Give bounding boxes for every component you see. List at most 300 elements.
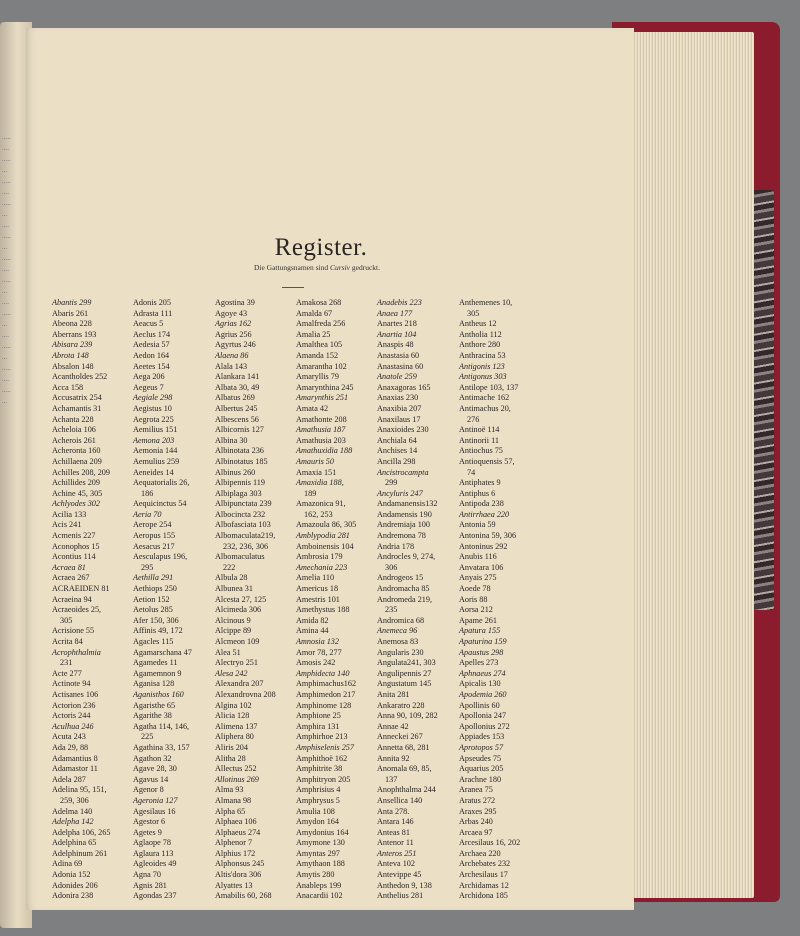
index-entry: Agondas 237 [133,891,177,901]
index-entry: Albescens 56 [215,414,259,424]
index-entry: Ankaratro 228 [377,700,425,710]
index-entry: Antioquensis 57, [459,456,515,466]
index-entry: Alphius 172 [215,848,256,858]
index-entry: Antigonus 303 [459,372,507,382]
index-entry: Aeclus 174 [133,329,171,339]
index-entry: Arcesilaus 16, 202 [459,838,521,848]
index-entry: Albula 28 [215,573,248,583]
index-entry: Almana 98 [215,795,252,805]
index-entry: Agamemnon 9 [133,668,182,678]
index-entry: Amakosa 268 [296,298,342,307]
index-entry: Amphithoë 162 [296,753,348,763]
index-entry: Alyattes 13 [215,880,253,890]
index-entry: Apelles 273 [459,658,499,668]
page-title: Register. [274,234,368,261]
index-entry: Ada 29, 88 [52,742,89,752]
index-entry: Aegistus 10 [133,403,172,413]
index-entry: Anaea 177 [377,308,413,318]
index-entry: Amphirhoe 213 [296,732,348,742]
index-entry: Amanda 152 [296,350,339,360]
index-entry: Albinotatus 185 [215,456,268,466]
index-entry: Allectus 252 [215,764,257,774]
index-entry: Apaustus 298 [459,647,504,657]
index-entry: Acuta 243 [52,732,86,742]
index-entry: Agarithe 38 [133,711,172,721]
index-entry: Amnosia 132 [296,637,339,646]
index-entry: Agathina 33, 157 [133,742,190,752]
index-entry: Acilia 133 [52,509,87,519]
index-entry: Amphimedon 217 [296,689,356,699]
index-entry: Aliphera 80 [215,732,254,742]
index-entry: Anastasina 60 [377,361,424,371]
index-entry: Amaryllis 79 [296,372,339,382]
index-entry: Aegiale 298 [133,393,173,403]
index-entry: Andremiaja 100 [377,520,430,530]
index-entry: Aoris 88 [459,594,488,604]
index-entry: Anomala 69, 85, [377,764,432,774]
index-entry: Agamedes 11 [133,658,178,668]
index-entry: Andamensis 190 [377,509,432,519]
index-entry: Anaxilaus 17 [377,414,421,424]
index-entry: Aedesia 57 [133,340,170,350]
subtitle-text-end: gedruckt. [350,263,381,272]
title-rule [282,287,304,288]
index-entry: Antimache 162 [459,393,510,403]
index-entry: Amarantha 102 [296,361,347,371]
index-entry: Aerope 254 [133,520,172,530]
index-entry: Anthore 280 [459,340,501,350]
index-entry: Alcesta 27, 125 [215,594,267,604]
index-entry: Alea 51 [215,647,241,657]
index-entry: Amydonius 164 [296,827,349,837]
index-entry: Abisara 239 [52,340,93,350]
index-entry: Amblypodia 281 [296,531,350,541]
index-entry: Antigonis 123 [459,361,505,371]
index-entry: Albatus 269 [215,393,255,403]
index-entry: Agacles 115 [133,637,174,646]
index-entry-continuation: 186 [141,488,154,498]
index-entry: Amalfreda 256 [296,319,346,329]
index-entry: Amelia 110 [296,573,335,583]
index-entry: Aranea 75 [459,785,493,795]
index-entry: Annita 92 [377,753,410,763]
subtitle-italic-word: Cursiv [330,263,351,272]
index-entry: Acte 277 [52,668,82,678]
left-page-text-fragments: ..... .... ..... ... ..... .... ..... ... .... ..... ... ..... .... ..... ... .... ..... ... .... ..... ... ..... .... ..... ... [2,133,11,405]
index-entry: Amphrysus 5 [296,795,340,805]
index-entry: Amphidecta 140 [296,668,350,678]
index-entry: Affinis 49, 172 [133,626,183,636]
index-entry: Archesilaus 17 [459,870,508,880]
index-entry: Amazonica 91, [296,499,346,509]
index-entry: Antiphates 9 [459,478,501,488]
index-entry: Amphitrite 38 [296,764,343,774]
index-entry: Apollonius 272 [459,721,510,731]
index-entry: Aeacus 5 [133,319,164,329]
index-entry: Albinotata 236 [215,446,264,456]
index-entry: Ambrosia 179 [296,552,343,562]
index-entry: Amathusia 187 [296,425,346,435]
index-entry: Abaris 261 [52,308,89,318]
index-entry: Absalon 148 [52,361,94,371]
index-entry: Andremona 78 [377,531,426,541]
index-entry: Antheus 12 [459,319,497,329]
index-entry: Ancistrocampta [377,467,429,477]
index-entry: Albofasciata 103 [215,520,271,530]
index-entry: Anthelius 281 [377,891,424,901]
index-entry: Arcaea 97 [459,827,493,837]
index-entry: Achlyodes 302 [52,499,100,509]
index-entry: Amathuxidia 188 [296,446,353,456]
index-entry: Amphimachus162 [296,679,357,689]
index-entry: Acis 241 [52,520,82,530]
index-entry: Amarynthina 245 [296,382,354,392]
index-entry: Amphinome 128 [296,700,352,710]
index-entry: Amalda 67 [296,308,333,318]
index-entry: Arachne 180 [459,774,502,784]
index-entry: Aega 206 [133,372,165,382]
index-entry: Amata 42 [296,403,329,413]
index-entry: Antirrhaea 220 [459,509,510,519]
index-entry: Alitha 28 [215,753,246,763]
index-entry: Albata 30, 49 [215,382,260,392]
index-entry: Alcinous 9 [215,615,251,625]
index-entry: Adamastor 11 [52,764,98,774]
index-entry: Anartia 104 [377,329,417,339]
index-entry: Apollinis 60 [459,700,500,710]
index-entry: Amymone 130 [296,838,345,848]
index-entry: Angularis 230 [377,647,424,657]
index-entry: Adela 287 [52,774,86,784]
index-entry: Amethystus 188 [296,605,350,615]
index-entry: Abrota 148 [52,350,89,360]
index-entry: Archaea 220 [459,848,501,858]
index-entry: Appiades 153 [459,732,505,742]
index-entry: Andria 178 [377,541,415,551]
index-entry: Acraeoides 25, [52,605,102,615]
index-column-3 [215,298,301,902]
index-entry: Amphrisius 4 [296,785,341,795]
index-entry: Amphiselenis 257 [296,742,354,752]
index-entry: Alaena 86 [215,350,249,360]
index-entry: Amathonte 208 [296,414,347,424]
index-entry: Aesacus 217 [133,541,175,551]
index-entry: Amor 78, 277 [296,647,342,657]
index-entry: Aglaope 78 [133,838,171,848]
index-entry: Aetolus 285 [133,605,173,615]
index-entry: Adelpha 142 [52,817,94,827]
index-entry: Alectryo 251 [215,658,258,668]
register-page [26,28,634,910]
index-entry: Acmenis 227 [52,531,96,541]
index-entry: Angulipennis 27 [377,668,432,678]
index-entry: Aemulius 259 [133,456,180,466]
page-edges [630,32,754,898]
index-entry: Allotinus 269 [215,774,259,784]
index-entry: Antinorii 11 [459,435,499,445]
index-entry: Antholia 112 [459,329,502,339]
index-entry: Agna 70 [133,870,161,880]
index-entry: Actinote 94 [52,679,91,689]
index-entry: Arbas 240 [459,817,493,827]
index-entry: Anthedon 9, 138 [377,880,432,890]
index-entry: Amydon 164 [296,817,339,827]
index-entry: Acheronta 160 [52,446,101,456]
index-entry: Adina 69 [52,859,83,869]
index-entry-continuation: 189 [304,488,317,498]
index-entry: Aphnaeus 274 [459,668,506,678]
index-entry: Adelphinum 261 [52,848,108,858]
index-entry: Anemeca 96 [377,626,418,636]
index-entry: Antinoë 114 [459,425,500,435]
index-entry: Amphione 25 [296,711,341,721]
index-entry: Anta 278. [377,806,410,816]
index-entry: Aetion 152 [133,594,170,604]
index-entry: Amina 44 [296,626,329,636]
index-entry: Ansellica 140 [377,795,423,805]
index-entry: Aganisthos 160 [133,689,184,699]
index-entry: Aemonia 144 [133,446,178,456]
index-entry: Acraea 267 [52,573,90,583]
index-entry: Abeona 228 [52,319,92,329]
index-entry: Aquarius 205 [459,764,504,774]
index-entry-continuation: 137 [385,774,398,784]
index-entry: Actisanes 106 [52,689,99,699]
index-entry: Adelma 140 [52,806,93,816]
index-entry: Acheloia 106 [52,425,96,435]
index-entry: Alcippe 89 [215,626,252,636]
index-entry: Apame 261 [459,615,497,625]
index-entry: Anaxioides 230 [377,425,429,435]
index-entry: Amboinensis 104 [296,541,354,551]
index-entry: Andromica 68 [377,615,425,625]
index-entry: Acraea 81 [52,562,86,572]
subtitle-text: Die Gattungsnamen sind [253,263,330,272]
index-entry: Amphira 131 [296,721,340,731]
index-entry: Archebates 232 [459,859,511,869]
index-entry: Albiplaga 303 [215,488,262,498]
index-entry: Aratus 272 [459,795,496,805]
index-entry-continuation: 225 [141,732,154,742]
index-column-4 [296,298,382,902]
index-entry: Agamarschana 47 [133,647,192,657]
index-entry: Apatura 155 [459,626,501,636]
index-entry: Anchiala 64 [377,435,417,445]
index-entry: Ancyluris 247 [377,488,423,498]
index-entry: Annae 42 [377,721,409,731]
index-entry: ACRAEIDEN 81 [52,584,110,594]
index-entry: Aoede 78 [459,584,491,594]
index-entry: Aegrota 225 [133,414,174,424]
index-entry: Aethiops 250 [133,584,177,594]
index-entry: Alphaeus 274 [215,827,261,837]
index-entry: Alphaea 106 [215,817,257,827]
index-entry-continuation: 162, 253 [304,509,333,519]
index-entry: Achillaena 209 [52,456,102,466]
index-entry: Aequatorialis 26, [133,478,190,488]
index-entry: Archidona 185 [459,891,508,901]
index-entry: Acraeina 94 [52,594,92,604]
index-entry: Amaxidia 188, [296,478,344,488]
index-entry-continuation: 305 [60,615,73,625]
index-entry: Aethilla 291 [133,573,174,583]
index-entry: Albicornis 127 [215,425,264,435]
index-entry: Amosis 242 [296,658,336,668]
index-entry-continuation: 259, 306 [60,795,89,805]
index-entry: Agetes 9 [133,827,162,837]
index-entry: Aeria 70 [133,509,162,519]
index-entry: Aedon 164 [133,350,170,360]
index-entry: Adelphina 65 [52,838,97,848]
index-entry: Amazoula 86, 305 [296,520,357,530]
index-column-1 [52,298,138,902]
index-entry: Alphenor 7 [215,838,253,848]
index-entry: Achamantis 31 [52,403,102,413]
index-entry-continuation: 231 [60,658,73,668]
index-entry: Aeropus 155 [133,531,176,541]
index-entry: Antimachus 20, [459,403,511,413]
index-entry: Anophthalma 244 [377,785,436,795]
index-entry: Agrius 256 [215,329,252,339]
index-entry: Antiochus 75 [459,446,503,456]
index-entry: Amauris 50 [296,456,334,466]
index-entry: Antenor 11 [377,838,414,848]
index-entry: Alexandra 207 [215,679,264,689]
index-entry: Aegeus 7 [133,382,164,392]
index-entry: Agoye 43 [215,308,248,318]
index-entry: Adelina 95, 151, [52,785,107,795]
index-entry: Androgeos 15 [377,573,424,583]
index-entry: Amyntas 297 [296,848,340,858]
index-entry: Amarynthis 251 [296,393,349,403]
index-entry: Albocincta 232 [215,509,266,519]
index-entry: Archidamas 12 [459,880,509,890]
index-entry: Albipunctata 239 [215,499,272,509]
index-entry: Aconophos 15 [52,541,100,551]
index-entry: Adonira 238 [52,891,94,901]
index-entry: Anneckei 267 [377,732,423,742]
index-entry: Apollonia 247 [459,711,507,721]
index-entry: Aganisa 128 [133,679,175,689]
index-entry: Americus 18 [296,584,339,594]
index-entry: Anubis 116 [459,552,497,562]
index-entry: Adonia 152 [52,870,91,880]
index-entry: Amechania 223 [296,562,348,572]
index-entry: Apseudes 75 [459,753,502,763]
index-entry: Acantholdes 252 [52,372,108,382]
index-column-5 [377,298,463,902]
index-entry: Aeneides 14 [133,467,174,477]
index-entry: Antiphus 6 [459,488,496,498]
index-entry: Antipoda 238 [459,499,504,509]
index-entry: Anna 90, 109, 282 [377,711,438,721]
index-entry: Aberrans 193 [52,329,97,339]
index-entry: Acrophthalmia [52,647,101,657]
index-entry: Adamantius 8 [52,753,98,763]
index-entry: Agyrtus 246 [215,340,256,350]
marbled-edge [752,190,774,610]
index-entry: Antonina 59, 306 [459,531,517,541]
index-entry: Aculhua 246 [52,721,94,731]
index-entry: Albomaculatus [215,552,265,562]
index-entry: Anaxibia 207 [377,403,422,413]
index-entry: Agrias 162 [215,319,252,329]
index-entry: Albipennis 119 [215,478,265,488]
index-column-6 [459,298,545,902]
index-entry: Anatole 259 [377,372,417,382]
index-entry: Aemilius 151 [133,425,178,435]
index-entry: Angustatum 145 [377,679,432,689]
index-entry: Andromeda 219, [377,594,433,604]
index-entry: Aglaura 113 [133,848,174,858]
index-entry: Acrita 84 [52,637,83,646]
index-entry: Afer 150, 306 [133,615,179,625]
index-entry: Adelpha 106, 265 [52,827,111,837]
index-entry: Amida 82 [296,615,329,625]
index-entry: Amathusia 203 [296,435,346,445]
index-entry: Anartes 218 [377,319,417,329]
index-entry: Algina 102 [215,700,252,710]
index-entry: Agavus 14 [133,774,169,784]
index-entry: Amalia 25 [296,329,331,339]
index-entry: Anableps 199 [296,880,342,890]
index-entry: Altis'dora 306 [215,870,262,880]
index-entry: Alcmeon 109 [215,637,260,646]
index-entry-continuation: 74 [467,467,476,477]
index-entry: Angulata241, 303 [377,658,436,668]
index-entry: Anteros 251 [377,848,417,858]
index-entry: Agave 28, 30 [133,764,177,774]
index-entry: Androcles 9, 274, [377,552,436,562]
index-entry: Annetta 68, 281 [377,742,430,752]
index-entry: Apaturina 159 [459,637,507,646]
index-entry: Albertus 245 [215,403,258,413]
index-entry: Agaristhe 65 [133,700,176,710]
index-entry: Albina 30 [215,435,248,445]
index-entry: Anacardii 102 [296,891,343,901]
index-entry: Ageronia 127 [133,795,178,805]
index-entry: Albinus 260 [215,467,256,477]
index-entry: Agnis 281 [133,880,167,890]
index-entry: Anyais 275 [459,573,497,583]
index-entry: Alcimeda 306 [215,605,262,615]
index-entry: Antonia 59 [459,520,496,530]
index-entry: Alala 143 [215,361,248,371]
index-entry-continuation: 295 [141,562,154,572]
index-entry: Amaxia 151 [296,467,337,477]
index-entry: Alphonsus 245 [215,859,265,869]
index-entry: Agathon 32 [133,753,172,763]
index-entry: Andamanensis132 [377,499,438,509]
index-entry: Anthemenes 10, [459,298,513,307]
index-entry: Acrisione 55 [52,626,95,636]
index-entry: Ancilla 298 [377,456,416,466]
index-entry: Alexandrovna 208 [215,689,276,699]
index-entry: Antevippe 45 [377,870,422,880]
index-entry-continuation: 235 [385,605,398,615]
index-entry: Anaspis 48 [377,340,414,350]
index-entry: Agesilaus 16 [133,806,176,816]
index-entry: Adrasta 111 [133,308,173,318]
index-entry: Aeetes 154 [133,361,170,371]
index-entry: Anaxagoras 165 [377,382,431,392]
index-entry: Achanta 228 [52,414,94,424]
index-entry: Acherois 261 [52,435,96,445]
index-entry: Anthracina 53 [459,350,506,360]
index-entry: Alma 93 [215,785,244,795]
index-entry: Agostina 39 [215,298,255,307]
index-entry: Amabilis 60, 268 [215,891,272,901]
